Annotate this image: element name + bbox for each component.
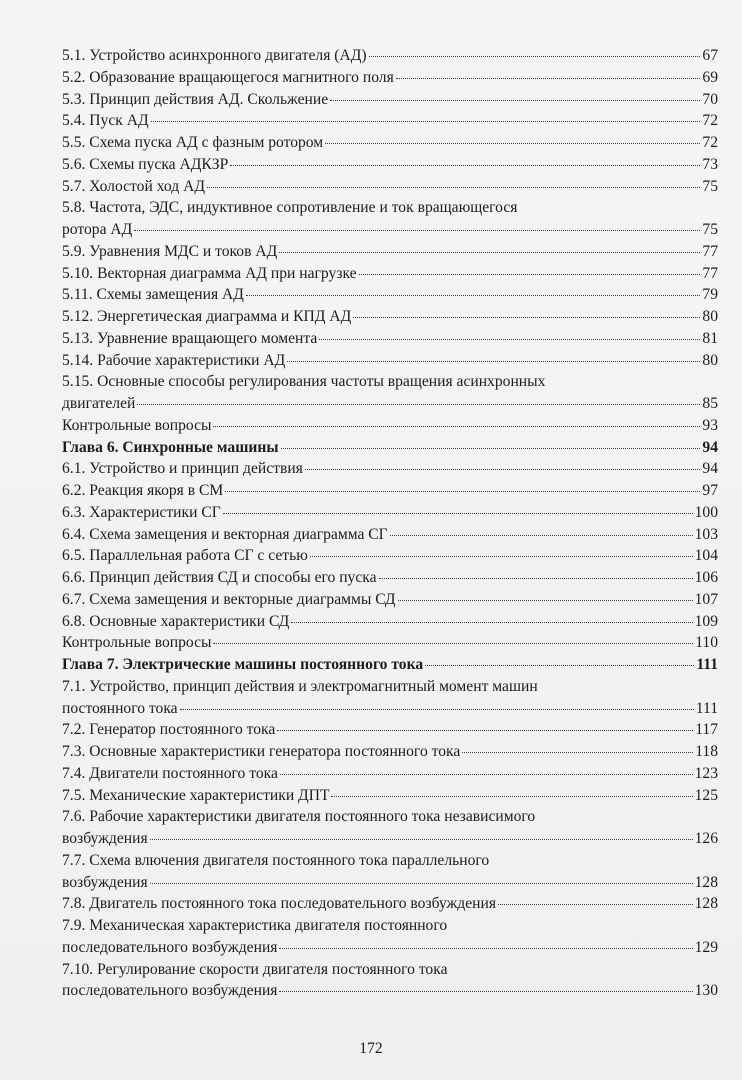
- toc-entry-title: 6.4. Схема замещения и векторная диаграмма СГ: [62, 525, 388, 543]
- toc-entry: [62, 959, 718, 1003]
- dot-leader: [379, 578, 693, 579]
- dot-leader: [462, 752, 693, 753]
- toc-entry-title-line1: 7.7. Схема влючения двигателя постоянного тока параллельного: [62, 851, 490, 869]
- toc-entry-title: 7.5. Механические характеристики ДПТ: [62, 786, 330, 804]
- toc-entry-title: Глава 7. Электрические машины постоянного тока: [62, 656, 424, 673]
- dot-leader: [398, 600, 693, 601]
- toc-entry-page: 80: [702, 351, 718, 369]
- toc-entry: [62, 328, 718, 350]
- toc-entry-page: 70: [702, 90, 718, 108]
- toc-entry-page: 80: [702, 308, 718, 325]
- toc-entry-title: 7.8. Двигатель постоянного тока последовательного возбуждения: [62, 895, 497, 913]
- toc-entry-page: 77: [702, 242, 718, 260]
- dot-leader: [396, 78, 701, 79]
- toc-entry-title: 5.5. Схема пуска АД с фазным ротором: [62, 134, 324, 151]
- toc-entry: [62, 567, 718, 589]
- toc-entry-page: 129: [694, 938, 718, 956]
- dot-leader: [151, 121, 701, 122]
- toc-entry-title: 5.4. Пуск АД: [62, 112, 149, 130]
- dot-leader: [325, 143, 700, 144]
- toc-entry-title-line1: 7.6. Рабочие характеристики двигателя постоянного тока независимого: [62, 808, 536, 826]
- toc-entry-title: 7.3. Основные характеристики генератора постоянного тока: [62, 743, 461, 760]
- toc-entry-page: 94: [702, 460, 718, 478]
- toc-entry: [62, 806, 718, 850]
- toc-entry-title: 6.1. Устройство и принцип действия: [62, 460, 303, 478]
- toc-entry: [62, 89, 718, 111]
- toc-entry: [62, 480, 718, 502]
- dot-leader: [330, 100, 700, 101]
- toc-entry-page: 72: [702, 112, 718, 130]
- dot-leader: [369, 56, 701, 57]
- toc-entry: [62, 306, 718, 328]
- toc-entry-title: 5.9. Уравнения МДС и токов АД: [62, 242, 278, 260]
- toc-entry-page: 79: [702, 286, 718, 304]
- dot-leader: [291, 622, 692, 623]
- toc-entry-title: 5.2. Образование вращающегося магнитного поля: [62, 68, 394, 86]
- toc-entry-page: 67: [702, 47, 718, 64]
- toc-entry-page: 104: [694, 547, 718, 565]
- toc-entry-page: 123: [694, 764, 718, 782]
- toc-entry: [62, 676, 718, 720]
- toc-entry-page: 125: [694, 786, 718, 804]
- toc-entry-title: 7.2. Генератор постоянного тока: [62, 721, 276, 739]
- toc-entry: [62, 350, 718, 372]
- toc-entry-title: 5.13. Уравнение вращающего момента: [62, 329, 318, 347]
- dot-leader: [150, 839, 693, 840]
- toc-entry-title: 5.1. Устройство асинхронного двигателя (АД): [62, 47, 367, 64]
- dot-leader: [319, 339, 700, 340]
- toc-entry-page: 97: [702, 482, 718, 499]
- toc-entry-title: 6.5. Параллельная работа СГ с сетью: [62, 547, 308, 565]
- toc-entry-title-line1: 7.10. Регулирование скорости двигателя постоянного тока: [62, 960, 448, 978]
- toc-entry: [62, 545, 718, 567]
- dot-leader: [425, 665, 694, 666]
- toc-entry: [62, 371, 718, 415]
- dot-leader: [277, 730, 693, 731]
- toc-entry-page: 77: [702, 264, 718, 282]
- toc-entry-page: 106: [694, 569, 718, 586]
- dot-leader: [213, 426, 700, 427]
- dot-leader: [230, 165, 700, 166]
- toc-entry-page: 117: [695, 721, 718, 739]
- toc-entry: [62, 589, 718, 611]
- toc-entry: [62, 241, 718, 263]
- toc-entry-title: Контрольные вопросы: [62, 634, 212, 652]
- toc-entry-title: 6.2. Реакция якоря в СМ: [62, 482, 224, 499]
- toc-entry: [62, 197, 718, 241]
- toc-entry-title: Глава 6. Синхронные машины: [62, 438, 279, 456]
- toc-entry: [62, 45, 718, 67]
- toc-entry-page: 100: [694, 503, 718, 521]
- toc-entry-title: 5.3. Принцип действия АД. Скольжение: [62, 90, 329, 108]
- toc-entry-page: 103: [694, 525, 718, 543]
- toc-entry-page: 109: [694, 612, 718, 630]
- toc-entry: [62, 110, 718, 132]
- toc-entry-title: 5.14. Рабочие характеристики АД: [62, 351, 286, 369]
- toc-entry: [62, 915, 718, 959]
- toc-entry: [62, 263, 718, 285]
- toc-entry-title: двигателей: [62, 395, 136, 412]
- toc-entry-title: 5.10. Векторная диаграмма АД при нагрузке: [62, 264, 357, 282]
- dot-leader: [246, 295, 700, 296]
- toc-entry-page: 81: [702, 329, 718, 347]
- toc-entry-title-line1: 7.1. Устройство, принцип действия и электромагнитный момент машин: [62, 677, 538, 695]
- toc-entry: [62, 415, 718, 437]
- dot-leader: [353, 317, 700, 318]
- toc-entry-title: последовательного возбуждения: [62, 938, 278, 956]
- toc-entry-page: 69: [702, 68, 718, 86]
- toc-entry: [62, 785, 718, 807]
- toc-entry: [62, 893, 718, 915]
- dot-leader: [279, 991, 692, 992]
- toc-entry-page: 128: [694, 895, 718, 913]
- dot-leader: [287, 361, 700, 362]
- toc-entry-title: 5.12. Энергетическая диаграмма и КПД АД: [62, 308, 352, 325]
- toc-entry-page: 111: [696, 656, 718, 673]
- dot-leader: [279, 948, 692, 949]
- toc-entry-title: 6.7. Схема замещения и векторные диаграммы СД: [62, 590, 396, 608]
- toc-entry-page: 73: [702, 155, 718, 173]
- toc-entry-page: 72: [702, 134, 718, 151]
- dot-leader: [150, 883, 693, 884]
- toc-entry-title: 6.3. Характеристики СГ: [62, 503, 221, 521]
- toc-entry: [62, 763, 718, 785]
- dot-leader: [310, 556, 693, 557]
- toc-entry-page: 126: [694, 830, 718, 847]
- toc-entry-page: 107: [694, 590, 718, 608]
- toc-entry-title: возбуждения: [62, 830, 148, 847]
- toc-entry: [62, 132, 718, 154]
- toc-entry-title: Контрольные вопросы: [62, 416, 212, 434]
- dot-leader: [207, 187, 700, 188]
- dot-leader: [281, 448, 701, 449]
- toc-entry: [62, 502, 718, 524]
- toc-entry: [62, 741, 718, 763]
- toc-entry: [62, 154, 718, 176]
- toc-entry-page: 111: [695, 699, 718, 717]
- toc-chapter-entry: [62, 437, 718, 459]
- toc-entry-title: 7.4. Двигатели постоянного тока: [62, 764, 278, 782]
- dot-leader: [280, 774, 693, 775]
- dot-leader: [223, 513, 693, 514]
- toc-entry-page: 118: [695, 743, 718, 760]
- toc-entry-page: 94: [702, 438, 718, 456]
- table-of-contents: [62, 45, 718, 1002]
- toc-entry: [62, 611, 718, 633]
- page-number: 172: [359, 1040, 383, 1057]
- toc-entry-title-line1: 7.9. Механическая характеристика двигателя постоянного: [62, 917, 448, 934]
- toc-entry-page: 75: [702, 221, 718, 238]
- toc-entry-title: 5.11. Схемы замещения АД: [62, 286, 244, 304]
- toc-entry: [62, 458, 718, 480]
- toc-entry-title: 5.6. Схемы пуска АДКЗР: [62, 155, 229, 173]
- dot-leader: [359, 274, 701, 275]
- toc-entry: [62, 284, 718, 306]
- toc-entry-page: 128: [694, 873, 718, 891]
- toc-entry-page: 130: [694, 982, 718, 1000]
- dot-leader: [331, 796, 692, 797]
- toc-entry-page: 75: [702, 177, 718, 195]
- toc-entry-title-line1: 5.15. Основные способы регулирования частоты вращения асинхронных: [62, 373, 546, 391]
- toc-entry-page: 85: [702, 395, 718, 412]
- toc-entry: [62, 850, 718, 894]
- toc-entry-title: последовательного возбуждения: [62, 982, 278, 1000]
- toc-entry: [62, 67, 718, 89]
- toc-entry: [62, 632, 718, 654]
- toc-entry-title: 6.6. Принцип действия СД и способы его пуска: [62, 569, 377, 586]
- toc-chapter-entry: [62, 654, 718, 676]
- toc-entry: [62, 524, 718, 546]
- dot-leader: [137, 404, 700, 405]
- toc-entry-title-line1: 5.8. Частота, ЭДС, индуктивное сопротивление и ток вращающегося: [62, 199, 518, 217]
- dot-leader: [134, 230, 700, 231]
- toc-entry-title: ротора АД: [62, 221, 133, 238]
- toc-entry: [62, 719, 718, 741]
- toc-entry-page: 110: [695, 634, 718, 652]
- toc-entry-title: возбуждения: [62, 873, 148, 891]
- toc-entry-title: 6.8. Основные характеристики СД: [62, 612, 290, 630]
- dot-leader: [279, 252, 700, 253]
- toc-entry: [62, 176, 718, 198]
- toc-entry-page: 93: [702, 416, 718, 434]
- dot-leader: [213, 643, 693, 644]
- dot-leader: [390, 535, 693, 536]
- dot-leader: [180, 709, 694, 710]
- dot-leader: [305, 469, 701, 470]
- toc-entry-title: 5.7. Холостой ход АД: [62, 177, 205, 195]
- toc-entry-title: постоянного тока: [62, 699, 178, 717]
- dot-leader: [498, 904, 693, 905]
- dot-leader: [225, 491, 700, 492]
